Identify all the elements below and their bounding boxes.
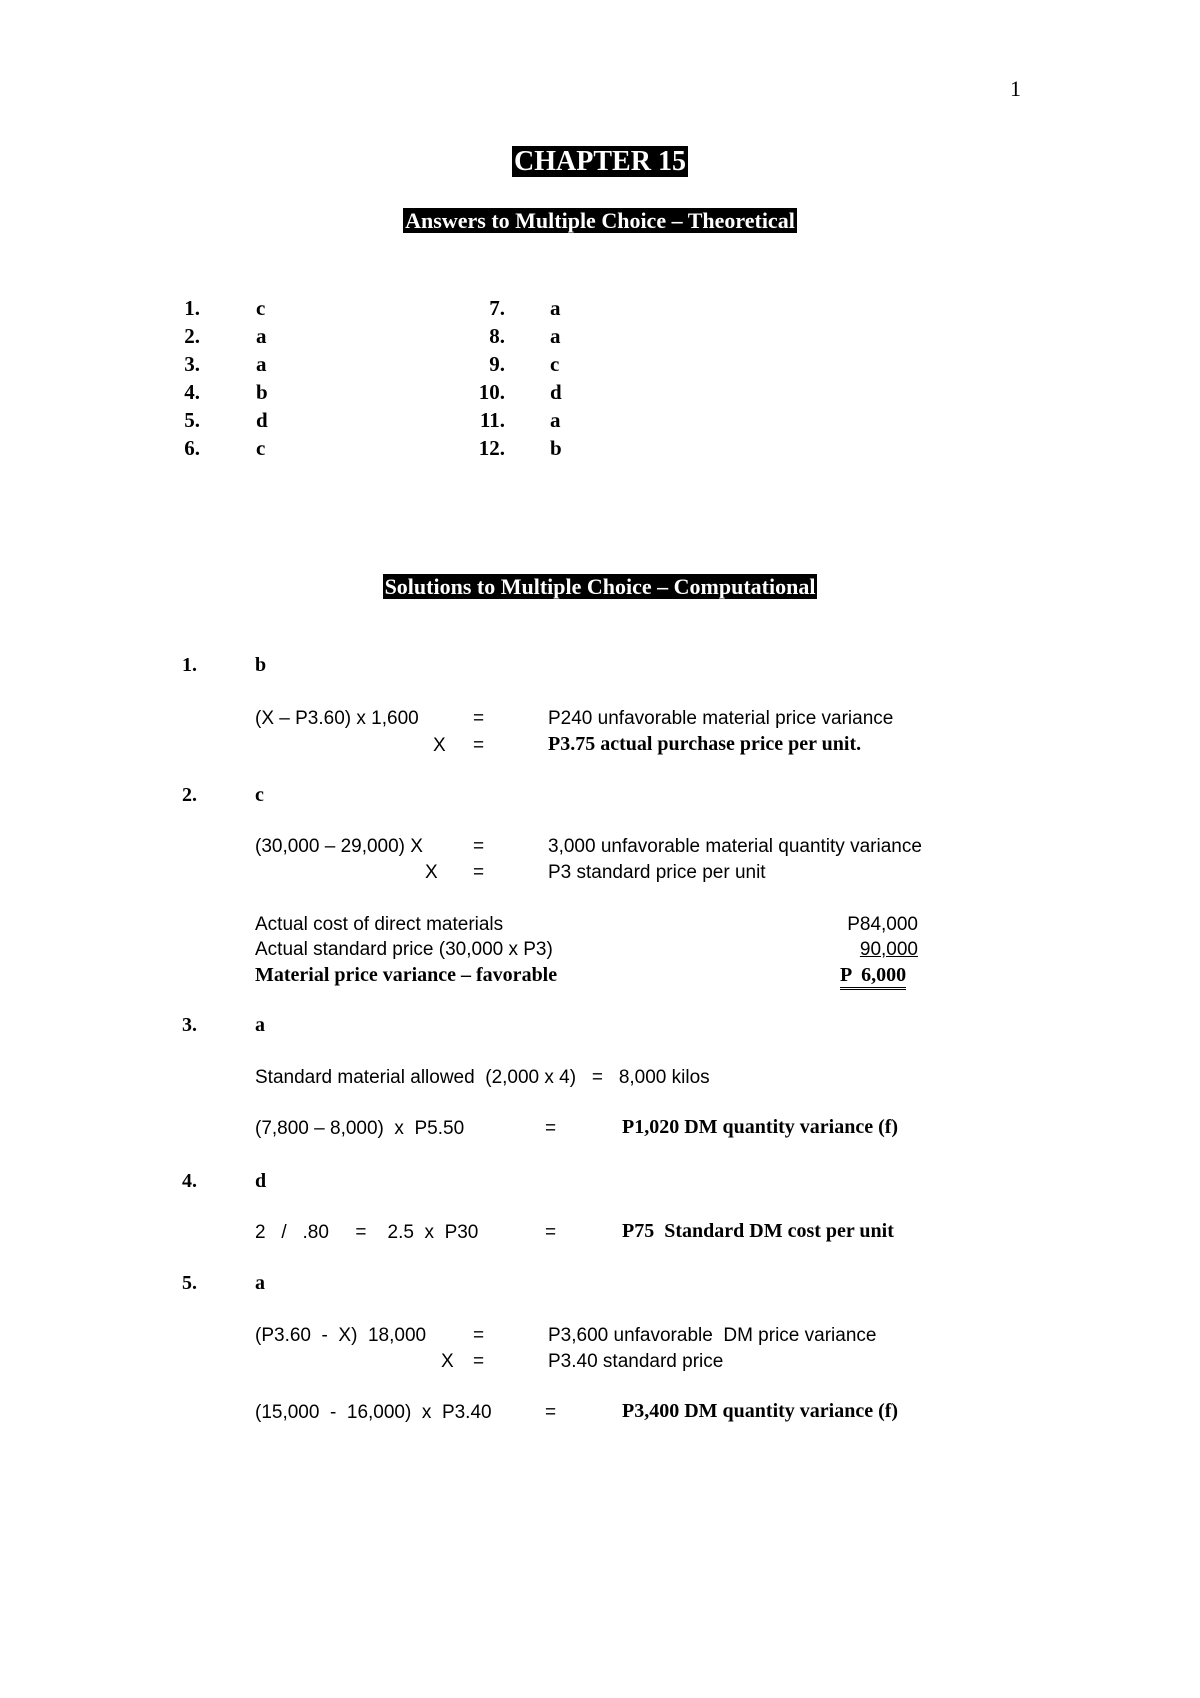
solution-2-line1-right: 3,000 unfavorable material quantity variance: [548, 836, 922, 857]
answer-row: [465, 408, 561, 433]
answer-number: 12.: [478, 436, 505, 460]
page-number: 1: [1010, 76, 1021, 101]
theoretical-heading-text: Answers to Multiple Choice – Theoretical: [405, 208, 795, 233]
chapter-title-text: CHAPTER 15: [514, 146, 686, 177]
answer-row: [160, 296, 266, 321]
solution-2-number: 2.: [182, 784, 197, 806]
answer-letter: c: [550, 352, 560, 376]
solution-1-line2-left: X: [433, 735, 446, 756]
computational-heading: [0, 574, 1200, 600]
table-row-value: 90,000: [859, 939, 918, 960]
table-row-label: Actual cost of direct materials: [255, 914, 504, 935]
answer-number: 11.: [479, 408, 505, 432]
answer-number: 8.: [489, 324, 505, 348]
answer-letter: a: [550, 324, 561, 348]
solution-2-line1-equals: =: [473, 836, 485, 857]
answer-row: [160, 380, 268, 405]
answer-number: 5.: [184, 408, 200, 432]
theoretical-heading: [0, 208, 1200, 234]
solution-3-line2-left: (7,800 – 8,000) x P5.50: [255, 1118, 465, 1139]
solution-1-line2-equals: =: [473, 735, 485, 756]
answer-number: 3.: [184, 352, 200, 376]
solution-3-number: 3.: [182, 1014, 197, 1036]
solution-5-line2-right: P3.40 standard price: [548, 1351, 724, 1372]
answer-number: 1.: [184, 296, 200, 320]
table-total-label: Material price variance – favorable: [255, 964, 558, 986]
computational-heading-text: Solutions to Multiple Choice – Computational: [384, 574, 816, 599]
chapter-title: [0, 146, 1200, 178]
solution-4-answer: d: [255, 1170, 267, 1192]
answer-number: 10.: [478, 380, 505, 404]
solution-5-line1-left: (P3.60 - X) 18,000: [255, 1325, 427, 1346]
answer-letter: d: [550, 380, 562, 404]
solution-3-answer: a: [255, 1014, 265, 1036]
answer-letter: b: [550, 436, 562, 460]
answer-letter: d: [256, 408, 268, 432]
solution-2-line2-right: P3 standard price per unit: [548, 862, 766, 883]
answer-row: [160, 324, 267, 349]
solution-1-line1-right: P240 unfavorable material price variance: [548, 708, 894, 729]
answer-number: 4.: [184, 380, 200, 404]
solution-5-line2-left: X: [441, 1351, 454, 1372]
answer-row: [465, 436, 562, 461]
solution-5-line2-equals: =: [473, 1351, 485, 1372]
solution-1-line1-left: (X – P3.60) x 1,600: [255, 708, 419, 729]
answer-number: 6.: [184, 436, 200, 460]
answer-letter: a: [256, 324, 267, 348]
solution-5-line1-equals: =: [473, 1325, 485, 1346]
answer-row: [465, 324, 561, 349]
answer-row: [465, 352, 560, 377]
table-row-label: Actual standard price (30,000 x P3): [255, 939, 553, 960]
solution-5-line3-equals: =: [545, 1402, 557, 1423]
solution-2-line1-left: (30,000 – 29,000) X: [255, 836, 423, 857]
answer-row: [160, 352, 267, 377]
solution-3-result: P1,020 DM quantity variance (f): [622, 1116, 899, 1138]
solution-2-answer: c: [255, 784, 264, 806]
table-total-value: P 6,000: [840, 964, 906, 990]
solution-1-result: P3.75 actual purchase price per unit.: [548, 733, 862, 755]
solution-1-line1-equals: =: [473, 708, 485, 729]
answer-letter: a: [256, 352, 267, 376]
table-row-value: P84,000: [847, 914, 918, 935]
solution-4-line1-left: 2 / .80 = 2.5 x P30: [255, 1222, 479, 1243]
answer-row: [465, 380, 562, 405]
solution-2-line2-left: X: [425, 862, 438, 883]
answer-number: 9.: [489, 352, 505, 376]
solution-1-number: 1.: [182, 654, 197, 676]
answer-row: [465, 296, 561, 321]
solution-3-line1: Standard material allowed (2,000 x 4) = 8,000 kilos: [255, 1067, 710, 1088]
solution-2-line2-equals: =: [473, 862, 485, 883]
answer-letter: a: [550, 296, 561, 320]
solution-3-line2-equals: =: [545, 1118, 557, 1139]
answer-letter: c: [256, 436, 266, 460]
answer-letter: b: [256, 380, 268, 404]
solution-4-number: 4.: [182, 1170, 197, 1192]
solution-5-result: P3,400 DM quantity variance (f): [622, 1400, 899, 1422]
answer-number: 7.: [489, 296, 505, 320]
answer-row: [160, 408, 268, 433]
solution-5-line1-right: P3,600 unfavorable DM price variance: [548, 1325, 877, 1346]
solution-4-result: P75 Standard DM cost per unit: [622, 1220, 894, 1242]
answer-letter: c: [256, 296, 266, 320]
solution-5-answer: a: [255, 1272, 265, 1294]
answer-row: [160, 436, 266, 461]
answer-number: 2.: [184, 324, 200, 348]
solution-5-number: 5.: [182, 1272, 197, 1294]
solution-4-line1-equals: =: [545, 1222, 557, 1243]
solution-5-line3-left: (15,000 - 16,000) x P3.40: [255, 1402, 492, 1423]
answer-letter: a: [550, 408, 561, 432]
solution-1-answer: b: [255, 654, 267, 676]
